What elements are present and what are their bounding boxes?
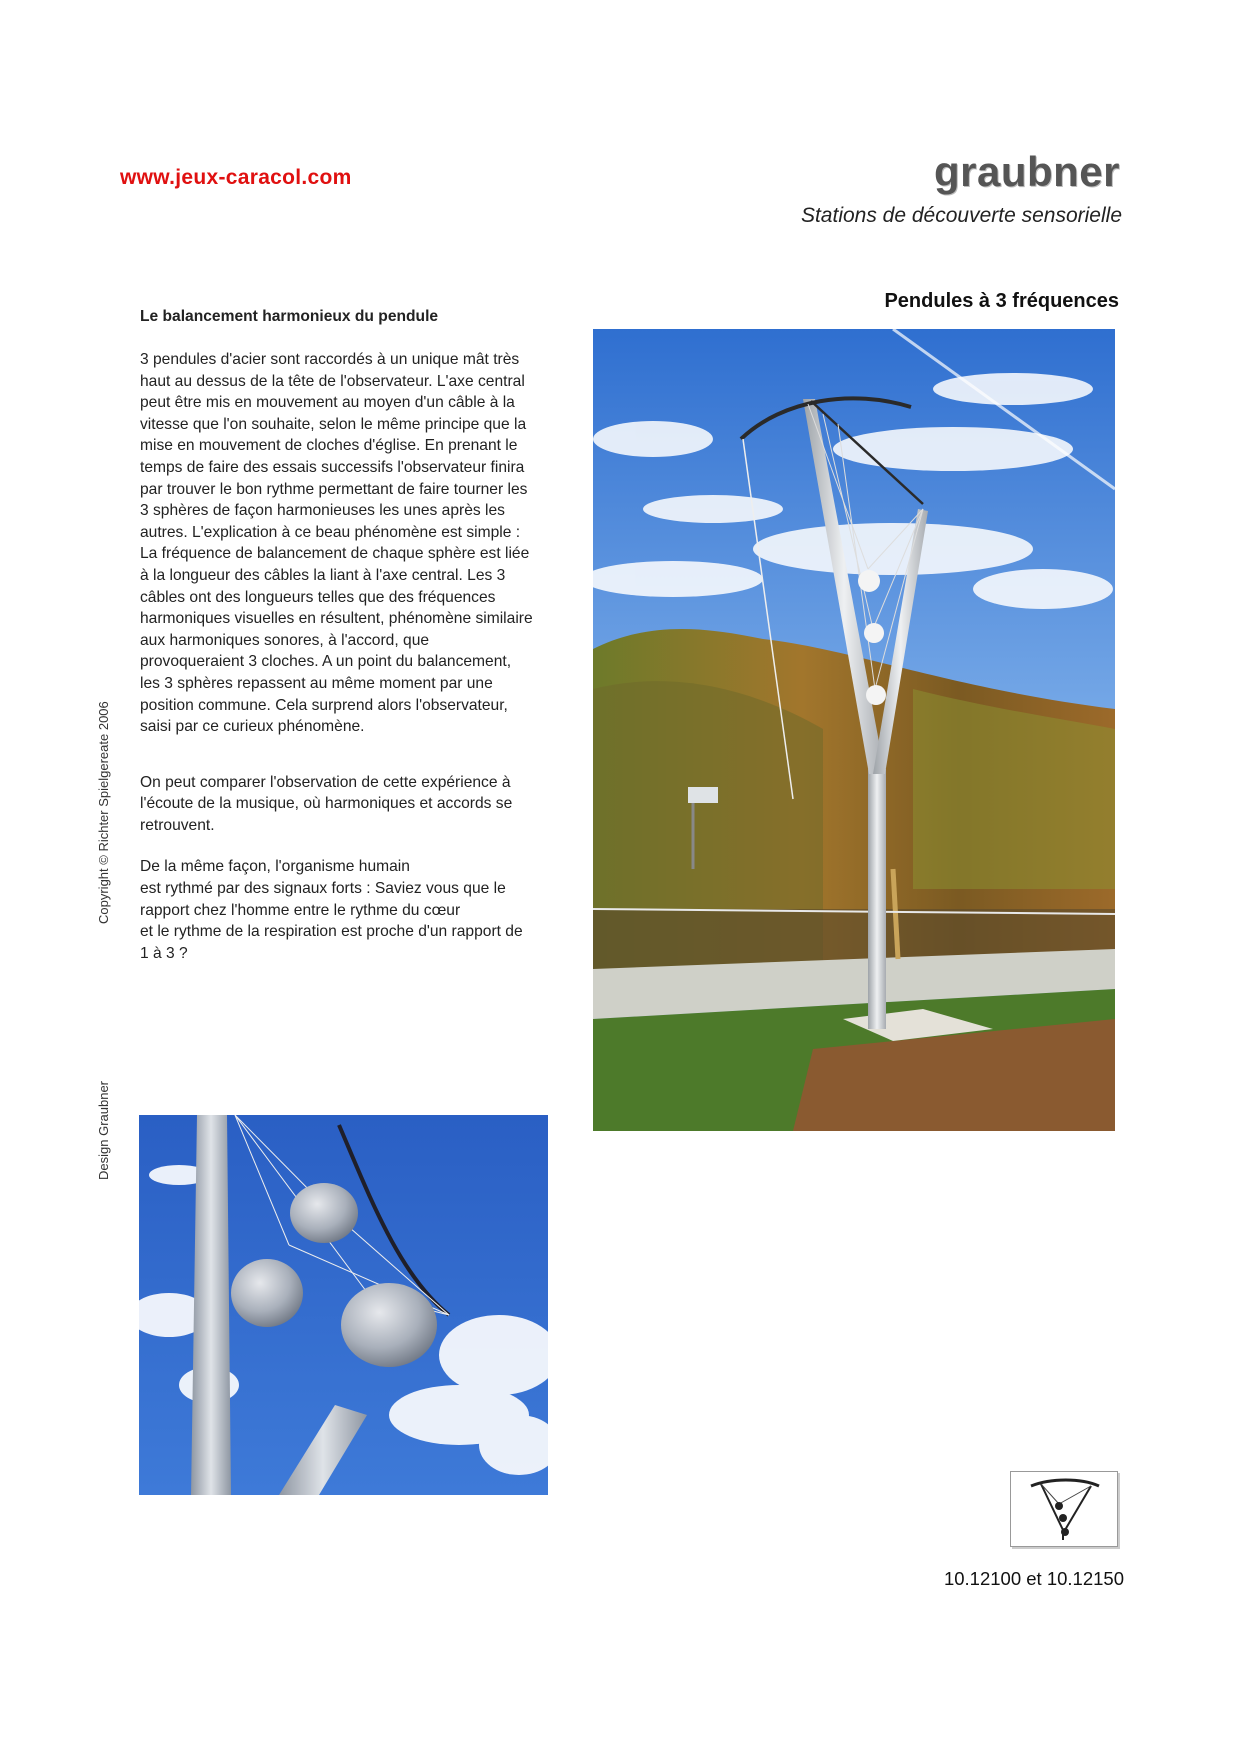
product-pictogram-icon [1010,1471,1118,1547]
brand-subtitle: Stations de découverte sensorielle [800,204,1122,227]
article-heading: Le balancement harmonieux du pendule [140,308,439,325]
design-credit: Design Graubner [96,1081,111,1180]
copyright-note: Copyright © Richter Spielgereate 2006 [96,701,111,924]
article-paragraph-3: De la même façon, l'organisme humain est rythmé par des signaux forts : Saviez vous que le rapport chez l'homme entre le rythme du cœur et le rythme de la respiration est proche d'un rapport de 1 à 3 ? [140,858,523,962]
article-paragraph-2: On peut comparer l'observation de cette expérience à l'écoute de la musique, où harmoniques et accords se retrouvent. [140,773,513,834]
brand-logo: graubner [933,148,1120,195]
pendulum-mast-photo [593,329,1115,1131]
website-url[interactable]: www.jeux-caracol.com [120,166,352,189]
product-title: Pendules à 3 fréquences [884,290,1119,312]
article-paragraph-1: 3 pendules d'acier sont raccordés à un unique mât très haut au dessus de la tête de l'observateur. L'axe central peut être mis en mouvement au moyen d'un câble à la vitesse que l'on souhaite, selon le même principe que la mise en mouvement de cloches d'église. En prenant le temps de faire des essais successifs l'observateur finira par trouver le bon rythme permettant de faire tourner les 3 sphères de façon harmonieuses les unes après les autres. L'explication à ce beau phénomène est simple : La fréquence de balancement de chaque sphère est liée à la longueur des câbles la liant à l'axe central. Les 3 câbles ont des longueurs telles que des fréquences harmoniques visuelles en résultent, phénomène similaire aux harmoniques sonores, à l'accord, que provoqueraient 3 cloches. A un point du balancement, les 3 sphères repassent au même moment par une position commune. Cela surprend alors l'observateur, saisi par ce curieux phénomène. [140,351,533,736]
product-reference: 10.12100 et 10.12150 [943,1568,1124,1589]
article-body [140,306,575,964]
spheres-detail-photo [139,1115,548,1495]
